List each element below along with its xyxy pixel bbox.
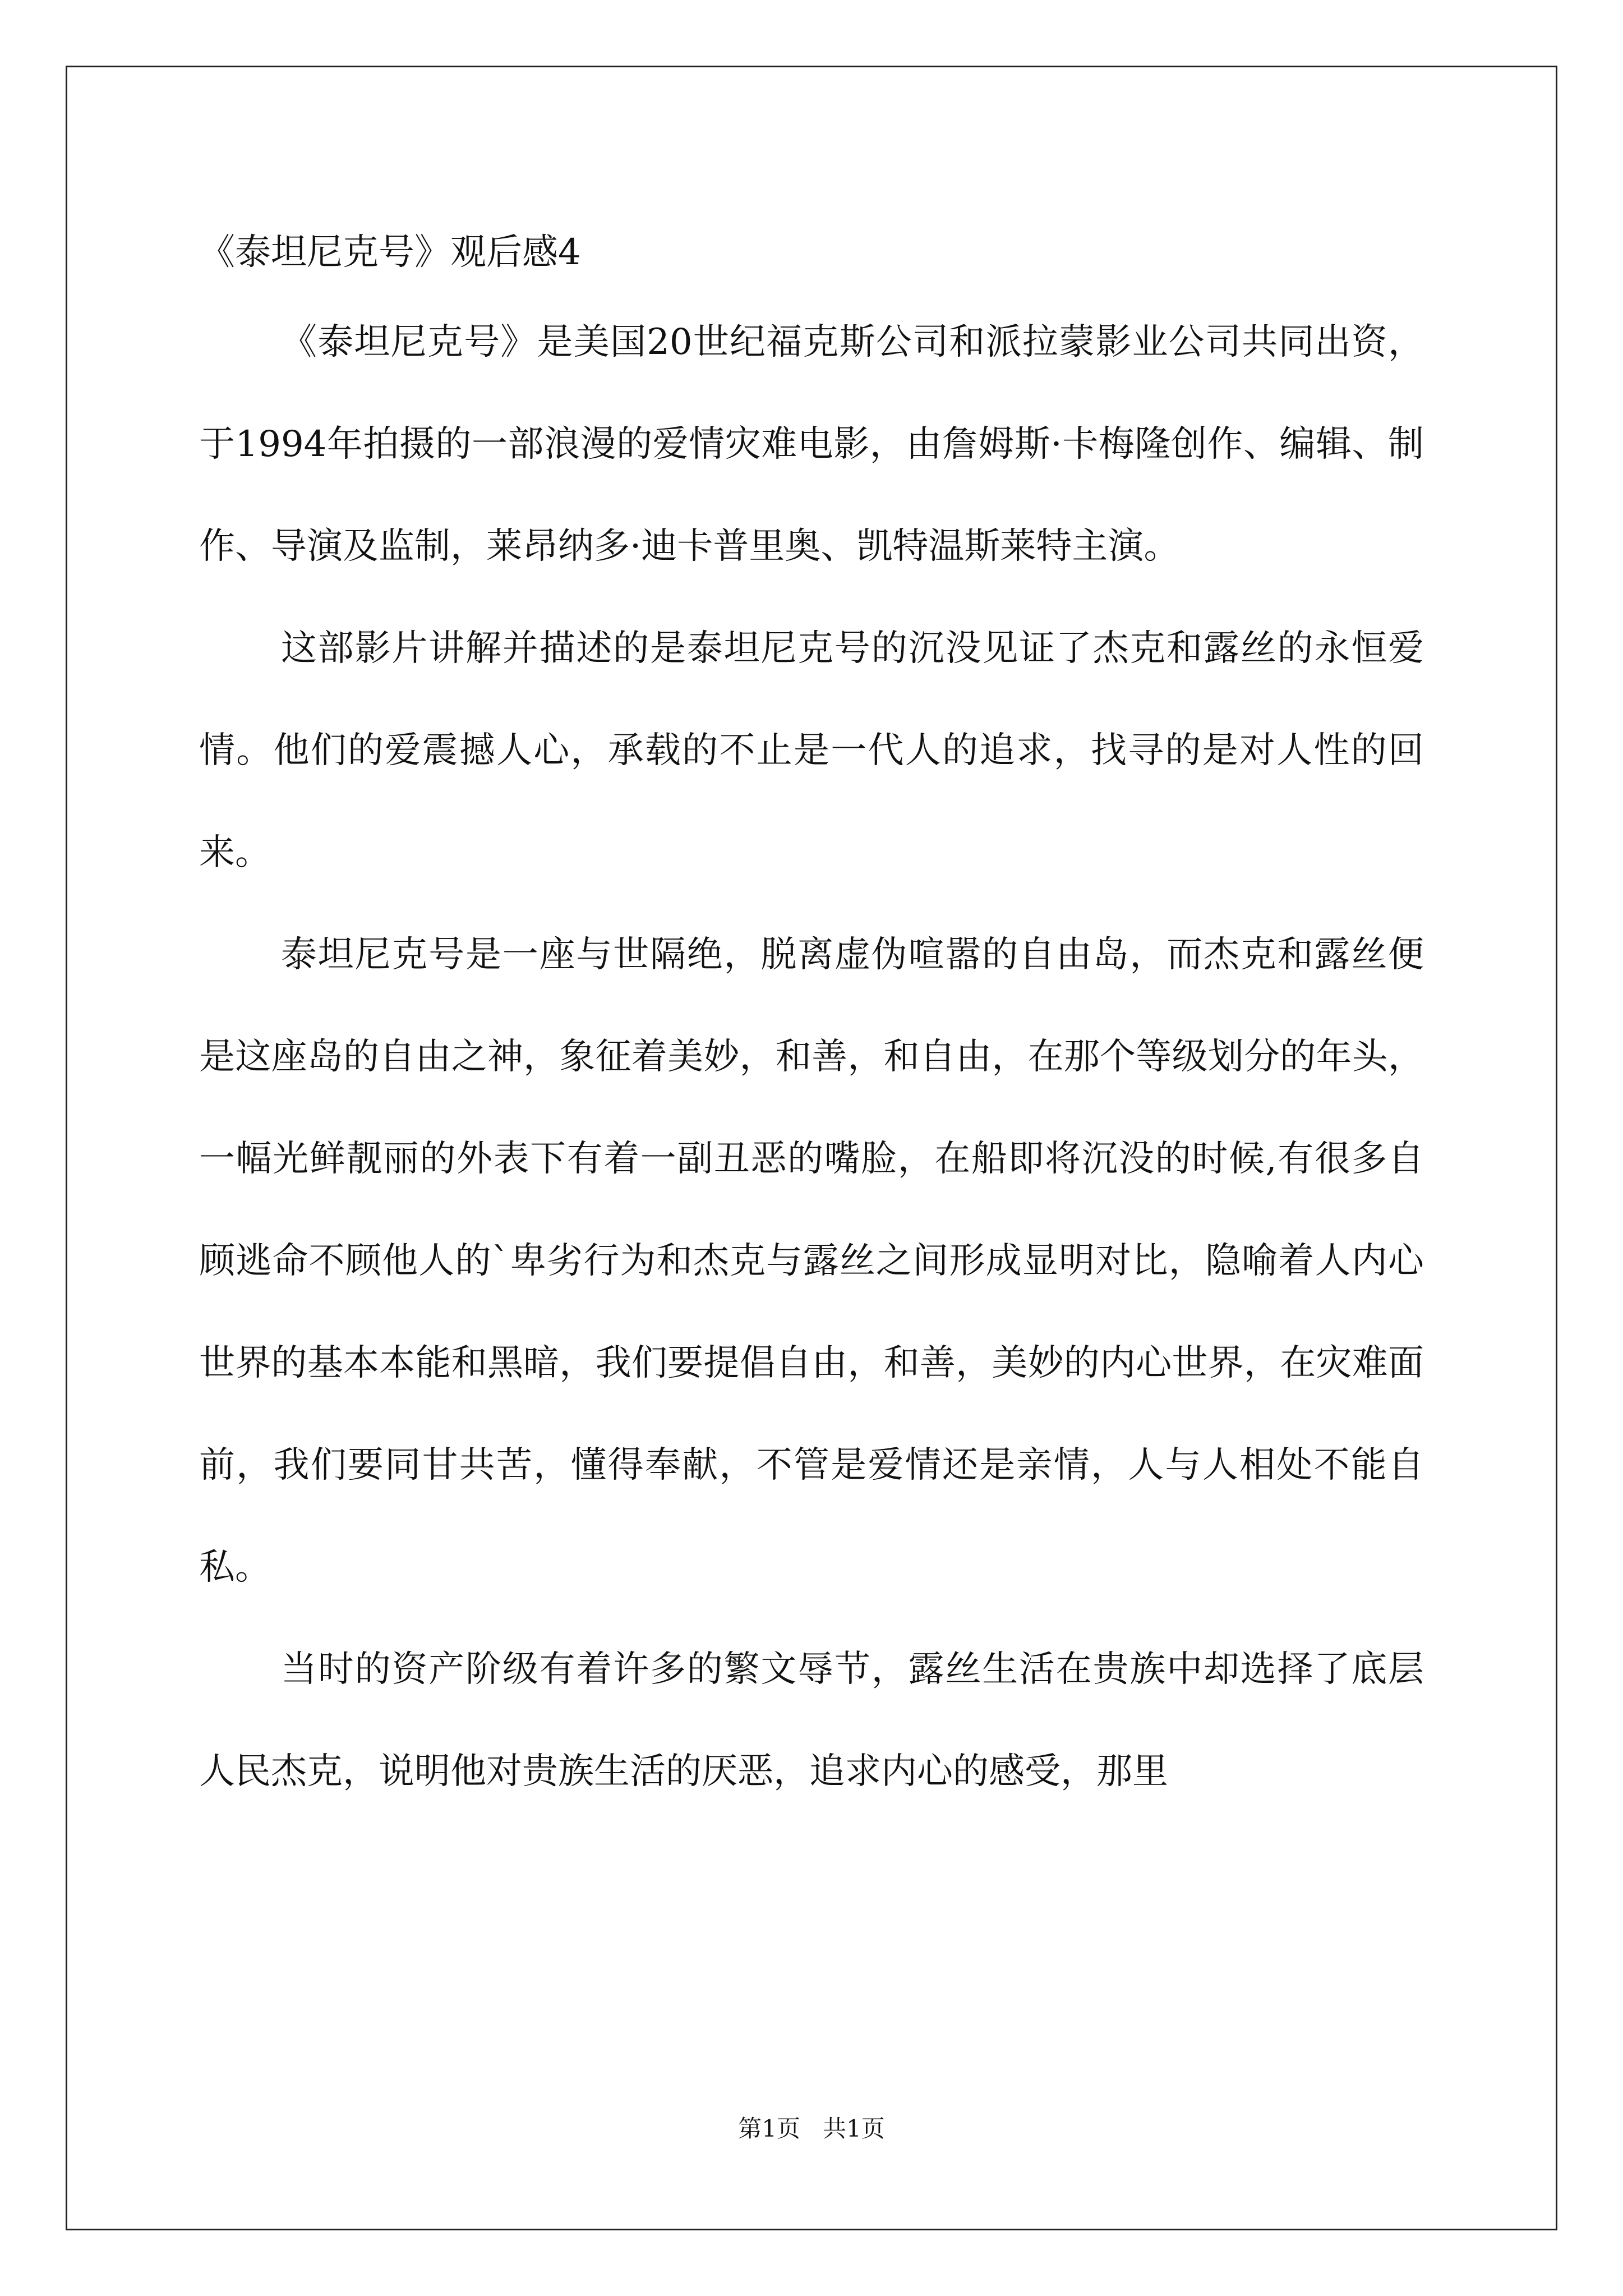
document-body — [199, 291, 1424, 1823]
paragraph: 当时的资产阶级有着许多的繁文辱节，露丝生活在贵族中却选择了底层人民杰克，说明他对贵族生活的厌恶，追求内心的感受，那里 — [199, 1649, 1424, 1792]
paragraph: 这部影片讲解并描述的是泰坦尼克号的沉没见证了杰克和露丝的永恒爱情。他们的爱震撼人心，承载的不止是一代人的追求，找寻的是对人性的回来。 — [199, 628, 1424, 873]
page-number-footer: 第1页 共1页 — [738, 2115, 885, 2142]
document-title: 《泰坦尼克号》观后感4 — [199, 232, 581, 273]
paragraph: 泰坦尼克号是一座与世隔绝，脱离虚伪喧嚣的自由岛，而杰克和露丝便是这座岛的自由之神，象征着美妙，和善，和自由，在那个等级划分的年头，一幅光鲜靓丽的外表下有着一副丑恶的嘴脸，在船即将沉没的时候,有很多自顾逃命不顾他人的`卑劣行为和杰克与露丝之间形成显明对比，隐喻着人内心世界的基本本能和黑暗，我们要提倡自由，和善，美妙的内心世界，在灾难面前，我们要同甘共苦，懂得奉献，不管是爱情还是亲情，人与人相处不能自私。 — [199, 934, 1424, 1588]
paragraph: 《泰坦尼克号》是美国20世纪福克斯公司和派拉蒙影业公司共同出资，于1994年拍摄的一部浪漫的爱情灾难电影，由詹姆斯·卡梅隆创作、编辑、制作、导演及监制，莱昂纳多·迪卡普里奥、凯特温斯莱特主演。 — [199, 321, 1424, 567]
